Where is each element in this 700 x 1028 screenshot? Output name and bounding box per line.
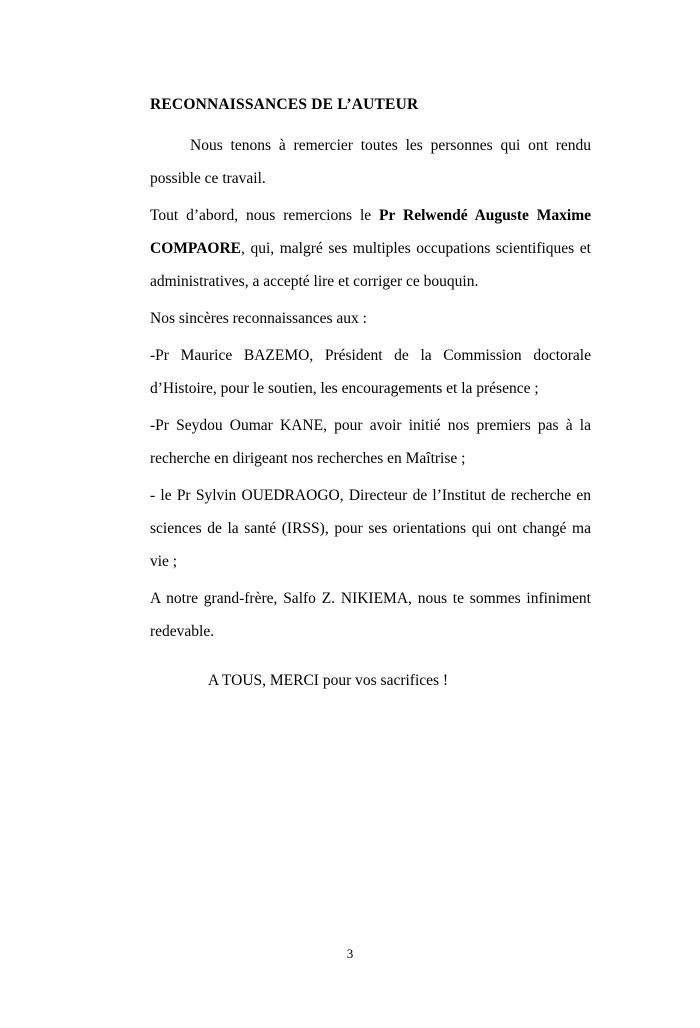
thanks-professor-name: Pr Relwendé Auguste Maxime COMPAORE	[150, 207, 591, 257]
paragraph-item-bazemo: -Pr Maurice BAZEMO, Président de la Commission doctorale d’Histoire, pour le soutien, les encouragements et la présence ;	[150, 347, 591, 397]
paragraph-item-kane: -Pr Seydou Oumar KANE, pour avoir initié nos premiers pas à la recherche en dirigeant nos recherches en Maîtrise ;	[150, 417, 591, 467]
paragraph-item-ouedraogo: - le Pr Sylvin OUEDRAOGO, Directeur de l’Institut de recherche en sciences de la santé (IRSS), pour ses orientations qui ont changé ma vie ;	[150, 487, 591, 570]
thanks-text-pre: Tout d’abord, nous remercions le	[150, 207, 380, 224]
paragraph-brother: A notre grand-frère, Salfo Z. NIKIEMA, nous te sommes infiniment redevable.	[150, 590, 591, 640]
page-title: RECONNAISSANCES DE L’AUTEUR	[150, 96, 419, 113]
thanks-text-post: , qui, malgré ses multiples occupations scientifiques et administratives, a accepté lire et corriger ce bouquin.	[150, 240, 591, 290]
paragraph-closing: A TOUS, MERCI pour vos sacrifices !	[208, 672, 449, 689]
page-content	[150, 96, 591, 701]
paragraph-thanks	[150, 199, 591, 298]
paragraph-recognitions-intro: Nos sincères reconnaissances aux :	[150, 310, 367, 327]
paragraph-intro: Nous tenons à remercier toutes les personnes qui ont rendu possible ce travail.	[150, 137, 591, 187]
page-number: 3	[346, 946, 354, 961]
